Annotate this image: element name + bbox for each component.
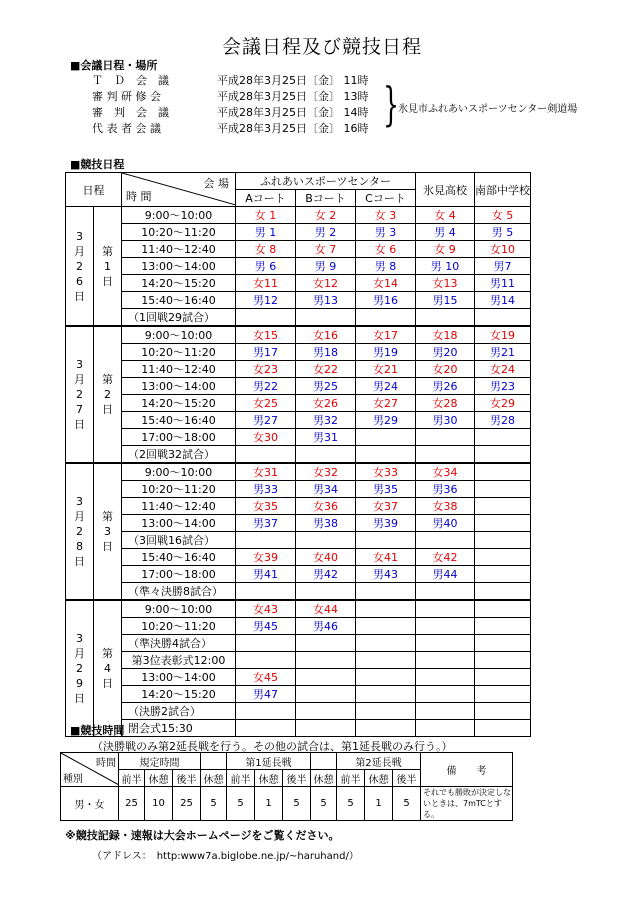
day-date: 3 月 2 8 日: [66, 463, 94, 600]
meeting-date: 平成28年3月25日〔金〕 14時: [217, 106, 369, 119]
match-cell: 女 9: [416, 241, 475, 258]
match-cell: [416, 686, 475, 703]
match-cell: 女31: [236, 463, 296, 481]
rules-gap1: [201, 753, 227, 770]
match-cell: 男28: [475, 412, 531, 429]
rules-table: [60, 752, 513, 821]
empty-cell: [416, 446, 475, 464]
match-cell: [296, 669, 356, 686]
schedule-body: [66, 207, 531, 737]
rules-gap2: [311, 753, 337, 770]
empty-cell: [475, 703, 531, 720]
empty-cell: [475, 309, 531, 327]
match-cell: 男44: [416, 566, 475, 583]
schedule-row: [66, 652, 531, 669]
match-cell: [356, 429, 416, 446]
match-cell: [356, 669, 416, 686]
round-note: （準決勝4試合）: [122, 635, 236, 652]
time-slot: 15:40～16:40: [122, 549, 236, 566]
schedule-note-row: [66, 446, 531, 464]
match-cell: 女10: [475, 241, 531, 258]
rules-value: 25: [173, 787, 201, 821]
match-cell: 男 3: [356, 224, 416, 241]
empty-cell: [296, 583, 356, 601]
match-cell: 女36: [296, 498, 356, 515]
match-cell: [475, 481, 531, 498]
time-slot: 11:40～12:40: [122, 241, 236, 258]
match-cell: 男 5: [475, 224, 531, 241]
empty-cell: [296, 720, 356, 737]
day-date: 3 月 2 9 日: [66, 600, 94, 737]
match-cell: 女18: [416, 326, 475, 344]
empty-cell: [416, 583, 475, 601]
match-cell: 男42: [296, 566, 356, 583]
meetings-list: [92, 72, 392, 136]
schedule-row: [66, 686, 531, 703]
empty-cell: [356, 532, 416, 549]
match-cell: [356, 618, 416, 635]
match-cell: 女40: [296, 549, 356, 566]
rules-sub-header: 休憩: [145, 770, 173, 787]
match-cell: 女44: [296, 600, 356, 618]
match-cell: 男 10: [416, 258, 475, 275]
schedule-note-row: [66, 703, 531, 720]
match-cell: 女33: [356, 463, 416, 481]
rules-value: 5: [337, 787, 365, 821]
schedule-row: [66, 463, 531, 481]
schedule-row: [66, 618, 531, 635]
match-cell: 女32: [296, 463, 356, 481]
match-cell: [475, 618, 531, 635]
header-nanbu: 南部中学校: [475, 173, 531, 207]
schedule-row: [66, 395, 531, 412]
match-cell: 女23: [236, 361, 296, 378]
match-cell: 男37: [236, 515, 296, 532]
match-cell: 男39: [356, 515, 416, 532]
match-cell: 男19: [356, 344, 416, 361]
time-slot: 9:00～10:00: [122, 326, 236, 344]
match-cell: 女45: [236, 669, 296, 686]
match-cell: 男 4: [416, 224, 475, 241]
schedule-note-row: [66, 720, 531, 737]
match-cell: 女14: [356, 275, 416, 292]
rules-h-time: 時間: [96, 758, 116, 769]
rules-value: 10: [145, 787, 173, 821]
page-title: 会議日程及び競技日程: [221, 36, 422, 58]
rules-value: 1: [255, 787, 283, 821]
schedule-row: [66, 429, 531, 446]
round-note: （決勝2試合）: [122, 703, 236, 720]
empty-cell: [416, 635, 475, 652]
day-label: 第 2 日: [94, 326, 122, 463]
schedule-note-row: [66, 583, 531, 601]
match-cell: [475, 498, 531, 515]
time-slot: 10:20～11:20: [122, 224, 236, 241]
rules-sub-header: 休憩: [311, 770, 337, 787]
rules-note: （決勝戦のみ第2延長戦を行う。その他の試合は、第1延長戦のみ行う。）: [92, 740, 453, 753]
meeting-row: [92, 120, 392, 136]
schedule-row: [66, 669, 531, 686]
rules-remarks-header: 備 考: [421, 753, 513, 787]
match-cell: 男45: [236, 618, 296, 635]
round-note: （準々決勝8試合）: [122, 583, 236, 601]
match-cell: 女34: [416, 463, 475, 481]
rules-sub-header: 休憩: [201, 770, 227, 787]
match-cell: [416, 429, 475, 446]
time-slot: 9:00～10:00: [122, 463, 236, 481]
match-cell: 男33: [236, 481, 296, 498]
rules-sub-header: 前半: [119, 770, 145, 787]
schedule-note-row: [66, 532, 531, 549]
empty-cell: [356, 635, 416, 652]
empty-cell: [416, 720, 475, 737]
match-cell: 男38: [296, 515, 356, 532]
time-slot: 10:20～11:20: [122, 344, 236, 361]
schedule-row: [66, 207, 531, 224]
schedule-row: [66, 275, 531, 292]
meeting-row: [92, 88, 392, 104]
match-cell: 男26: [416, 378, 475, 395]
empty-cell: [236, 532, 296, 549]
match-cell: 男 9: [296, 258, 356, 275]
time-slot: 15:40～16:40: [122, 292, 236, 309]
rules-sub-header: 前半: [227, 770, 255, 787]
empty-cell: [475, 532, 531, 549]
empty-cell: [296, 309, 356, 327]
empty-cell: [416, 532, 475, 549]
match-cell: 女43: [236, 600, 296, 618]
empty-cell: [236, 720, 296, 737]
empty-cell: [356, 583, 416, 601]
match-cell: 女 8: [236, 241, 296, 258]
match-cell: 女25: [236, 395, 296, 412]
match-cell: [356, 686, 416, 703]
round-note: （3回戦16試合）: [122, 532, 236, 549]
header-fureai: ふれあいスポーツセンター: [236, 173, 416, 190]
time-slot: 第3位表彰式12:00: [122, 652, 236, 669]
match-cell: 女 1: [236, 207, 296, 224]
match-cell: 男47: [236, 686, 296, 703]
header-court-a: Aコート: [236, 190, 296, 207]
rules-g3: 第2延長戦: [337, 753, 421, 770]
rules-heading: ■競技時間: [70, 724, 125, 737]
header-court-c: Cコート: [356, 190, 416, 207]
match-cell: 男31: [296, 429, 356, 446]
match-cell: 女29: [475, 395, 531, 412]
schedule-row: [66, 326, 531, 344]
meeting-date: 平成28年3月25日〔金〕 13時: [217, 90, 369, 103]
round-note: 閉会式15:30: [122, 720, 236, 737]
empty-cell: [475, 635, 531, 652]
match-cell: 男32: [296, 412, 356, 429]
time-slot: 13:00～14:00: [122, 515, 236, 532]
rules-kind: 男・女: [61, 787, 119, 821]
match-cell: [475, 600, 531, 618]
schedule-row: [66, 600, 531, 618]
schedule-note-row: [66, 309, 531, 327]
day-label: 第 3 日: [94, 463, 122, 600]
header-diagonal-cell: [122, 173, 236, 207]
round-note: （1回戦29試合）: [122, 309, 236, 327]
match-cell: [416, 652, 475, 669]
match-cell: 男35: [356, 481, 416, 498]
schedule-row: [66, 378, 531, 395]
meeting-date: 平成28年3月25日〔金〕 11時: [217, 74, 369, 87]
match-cell: 男11: [475, 275, 531, 292]
match-cell: 女16: [296, 326, 356, 344]
day-date: 3 月 2 7 日: [66, 326, 94, 463]
match-cell: [356, 600, 416, 618]
header-court-b: Bコート: [296, 190, 356, 207]
rules-value: 5: [311, 787, 337, 821]
match-cell: 男43: [356, 566, 416, 583]
match-cell: [475, 652, 531, 669]
match-cell: 男34: [296, 481, 356, 498]
schedule-row: [66, 241, 531, 258]
match-cell: 女20: [416, 361, 475, 378]
match-cell: 女21: [356, 361, 416, 378]
schedule-row: [66, 412, 531, 429]
meeting-name: 審 判 研 修 会: [92, 90, 161, 103]
match-cell: 男41: [236, 566, 296, 583]
empty-cell: [475, 583, 531, 601]
match-cell: 女17: [356, 326, 416, 344]
empty-cell: [296, 446, 356, 464]
time-slot: 10:20～11:20: [122, 481, 236, 498]
match-cell: 男25: [296, 378, 356, 395]
empty-cell: [475, 446, 531, 464]
time-slot: 9:00～10:00: [122, 600, 236, 618]
match-cell: 女 5: [475, 207, 531, 224]
meeting-row: [92, 72, 392, 88]
match-cell: [475, 463, 531, 481]
header-himi: 氷見高校: [416, 173, 475, 207]
match-cell: 女 6: [356, 241, 416, 258]
match-cell: 男 8: [356, 258, 416, 275]
header-kaijo: 会 場: [203, 177, 229, 190]
meetings-heading: ■会議日程・場所: [70, 59, 158, 72]
day-label: 第 4 日: [94, 600, 122, 737]
match-cell: [475, 669, 531, 686]
day-label: 第 1 日: [94, 207, 122, 327]
schedule-row: [66, 361, 531, 378]
match-cell: [296, 652, 356, 669]
match-cell: 女41: [356, 549, 416, 566]
match-cell: 女13: [416, 275, 475, 292]
match-cell: 男30: [416, 412, 475, 429]
match-cell: 男18: [296, 344, 356, 361]
header-nittei: 日程: [66, 173, 122, 207]
schedule-heading: ■競技日程: [70, 158, 125, 171]
empty-cell: [236, 583, 296, 601]
match-cell: [475, 549, 531, 566]
time-slot: 13:00～14:00: [122, 378, 236, 395]
match-cell: [416, 669, 475, 686]
rules-g1: 規定時間: [119, 753, 201, 770]
match-cell: 女28: [416, 395, 475, 412]
match-cell: 女30: [236, 429, 296, 446]
meeting-row: [92, 104, 392, 120]
rules-value: 5: [283, 787, 311, 821]
meeting-venue: 氷見市ふれあいスポーツセンター剣道場: [398, 104, 578, 115]
match-cell: 女 3: [356, 207, 416, 224]
time-slot: 11:40～12:40: [122, 361, 236, 378]
rules-value-row: [61, 787, 513, 821]
match-cell: 女12: [296, 275, 356, 292]
footer-note: ※競技記録・速報は大会ホームページをご覧ください。: [65, 829, 340, 842]
match-cell: 男13: [296, 292, 356, 309]
schedule-table: [65, 172, 531, 737]
empty-cell: [356, 720, 416, 737]
empty-cell: [475, 720, 531, 737]
match-cell: [296, 686, 356, 703]
match-cell: 男15: [416, 292, 475, 309]
empty-cell: [416, 703, 475, 720]
empty-cell: [356, 309, 416, 327]
time-slot: 11:40～12:40: [122, 498, 236, 515]
match-cell: 男27: [236, 412, 296, 429]
rules-value: 25: [119, 787, 145, 821]
rules-value: 5: [393, 787, 421, 821]
rules-sub-header: 休憩: [255, 770, 283, 787]
time-slot: 13:00～14:00: [122, 258, 236, 275]
match-cell: 女27: [356, 395, 416, 412]
match-cell: 男36: [416, 481, 475, 498]
match-cell: [475, 686, 531, 703]
time-slot: 17:00～18:00: [122, 429, 236, 446]
match-cell: 女 7: [296, 241, 356, 258]
match-cell: [416, 618, 475, 635]
match-cell: 女26: [296, 395, 356, 412]
time-slot: 14:20～15:20: [122, 275, 236, 292]
time-slot: 15:40～16:40: [122, 412, 236, 429]
match-cell: 女24: [475, 361, 531, 378]
match-cell: [356, 652, 416, 669]
rules-sub-header: 後半: [173, 770, 201, 787]
match-cell: 男 6: [236, 258, 296, 275]
schedule-row: [66, 224, 531, 241]
match-cell: 男17: [236, 344, 296, 361]
match-cell: 男22: [236, 378, 296, 395]
match-cell: 男12: [236, 292, 296, 309]
match-cell: 男7: [475, 258, 531, 275]
match-cell: 男 1: [236, 224, 296, 241]
rules-value: 1: [365, 787, 393, 821]
schedule-row: [66, 549, 531, 566]
time-slot: 9:00～10:00: [122, 207, 236, 224]
match-cell: 男24: [356, 378, 416, 395]
empty-cell: [236, 446, 296, 464]
match-cell: 女39: [236, 549, 296, 566]
match-cell: 女 4: [416, 207, 475, 224]
match-cell: 女38: [416, 498, 475, 515]
rules-value: 5: [201, 787, 227, 821]
empty-cell: [356, 703, 416, 720]
empty-cell: [236, 703, 296, 720]
rules-g2: 第1延長戦: [227, 753, 311, 770]
match-cell: 男 2: [296, 224, 356, 241]
footer-address: （アドレス： http:www7a.biglobe.ne.jp/~haruhand/）: [92, 851, 359, 862]
right-brace: }: [383, 77, 400, 131]
match-cell: [475, 429, 531, 446]
rules-sub-header: 前半: [337, 770, 365, 787]
time-slot: 14:20～15:20: [122, 686, 236, 703]
match-cell: 男40: [416, 515, 475, 532]
schedule-row: [66, 566, 531, 583]
match-cell: 女35: [236, 498, 296, 515]
match-cell: [236, 652, 296, 669]
schedule-row: [66, 344, 531, 361]
match-cell: [416, 600, 475, 618]
empty-cell: [236, 309, 296, 327]
rules-value: 5: [227, 787, 255, 821]
match-cell: 男46: [296, 618, 356, 635]
rules-sub-header: 後半: [283, 770, 311, 787]
meeting-name: 審 判 会 議: [92, 106, 169, 119]
match-cell: 男14: [475, 292, 531, 309]
match-cell: 男23: [475, 378, 531, 395]
schedule-row: [66, 498, 531, 515]
rules-sub-header: 休憩: [365, 770, 393, 787]
rules-sub-header: 後半: [393, 770, 421, 787]
match-cell: 男29: [356, 412, 416, 429]
match-cell: 女11: [236, 275, 296, 292]
match-cell: 女37: [356, 498, 416, 515]
schedule-row: [66, 292, 531, 309]
match-cell: [475, 515, 531, 532]
match-cell: 男20: [416, 344, 475, 361]
schedule-row: [66, 515, 531, 532]
empty-cell: [296, 532, 356, 549]
rules-remark: それでも勝敗が決定しないときは、7mTCとする。: [421, 787, 513, 821]
empty-cell: [416, 309, 475, 327]
rules-corner: [61, 753, 119, 787]
match-cell: [475, 566, 531, 583]
time-slot: 14:20～15:20: [122, 395, 236, 412]
match-cell: 女19: [475, 326, 531, 344]
round-note: （2回戦32試合）: [122, 446, 236, 464]
header-jikan: 時 間: [126, 190, 152, 203]
time-slot: 13:00～14:00: [122, 669, 236, 686]
empty-cell: [296, 635, 356, 652]
time-slot: 10:20～11:20: [122, 618, 236, 635]
meeting-name: Ｔ Ｄ 会 議: [92, 74, 169, 87]
schedule-note-row: [66, 635, 531, 652]
meeting-date: 平成28年3月25日〔金〕 16時: [217, 122, 369, 135]
meeting-name: 代 表 者 会 議: [92, 122, 161, 135]
empty-cell: [236, 635, 296, 652]
time-slot: 17:00～18:00: [122, 566, 236, 583]
match-cell: 女22: [296, 361, 356, 378]
match-cell: 女15: [236, 326, 296, 344]
match-cell: 男16: [356, 292, 416, 309]
empty-cell: [356, 446, 416, 464]
empty-cell: [296, 703, 356, 720]
match-cell: 男21: [475, 344, 531, 361]
schedule-row: [66, 481, 531, 498]
schedule-row: [66, 258, 531, 275]
match-cell: 女42: [416, 549, 475, 566]
day-date: 3 月 2 6 日: [66, 207, 94, 327]
match-cell: 女 2: [296, 207, 356, 224]
rules-h-kind: 種別: [63, 774, 83, 785]
